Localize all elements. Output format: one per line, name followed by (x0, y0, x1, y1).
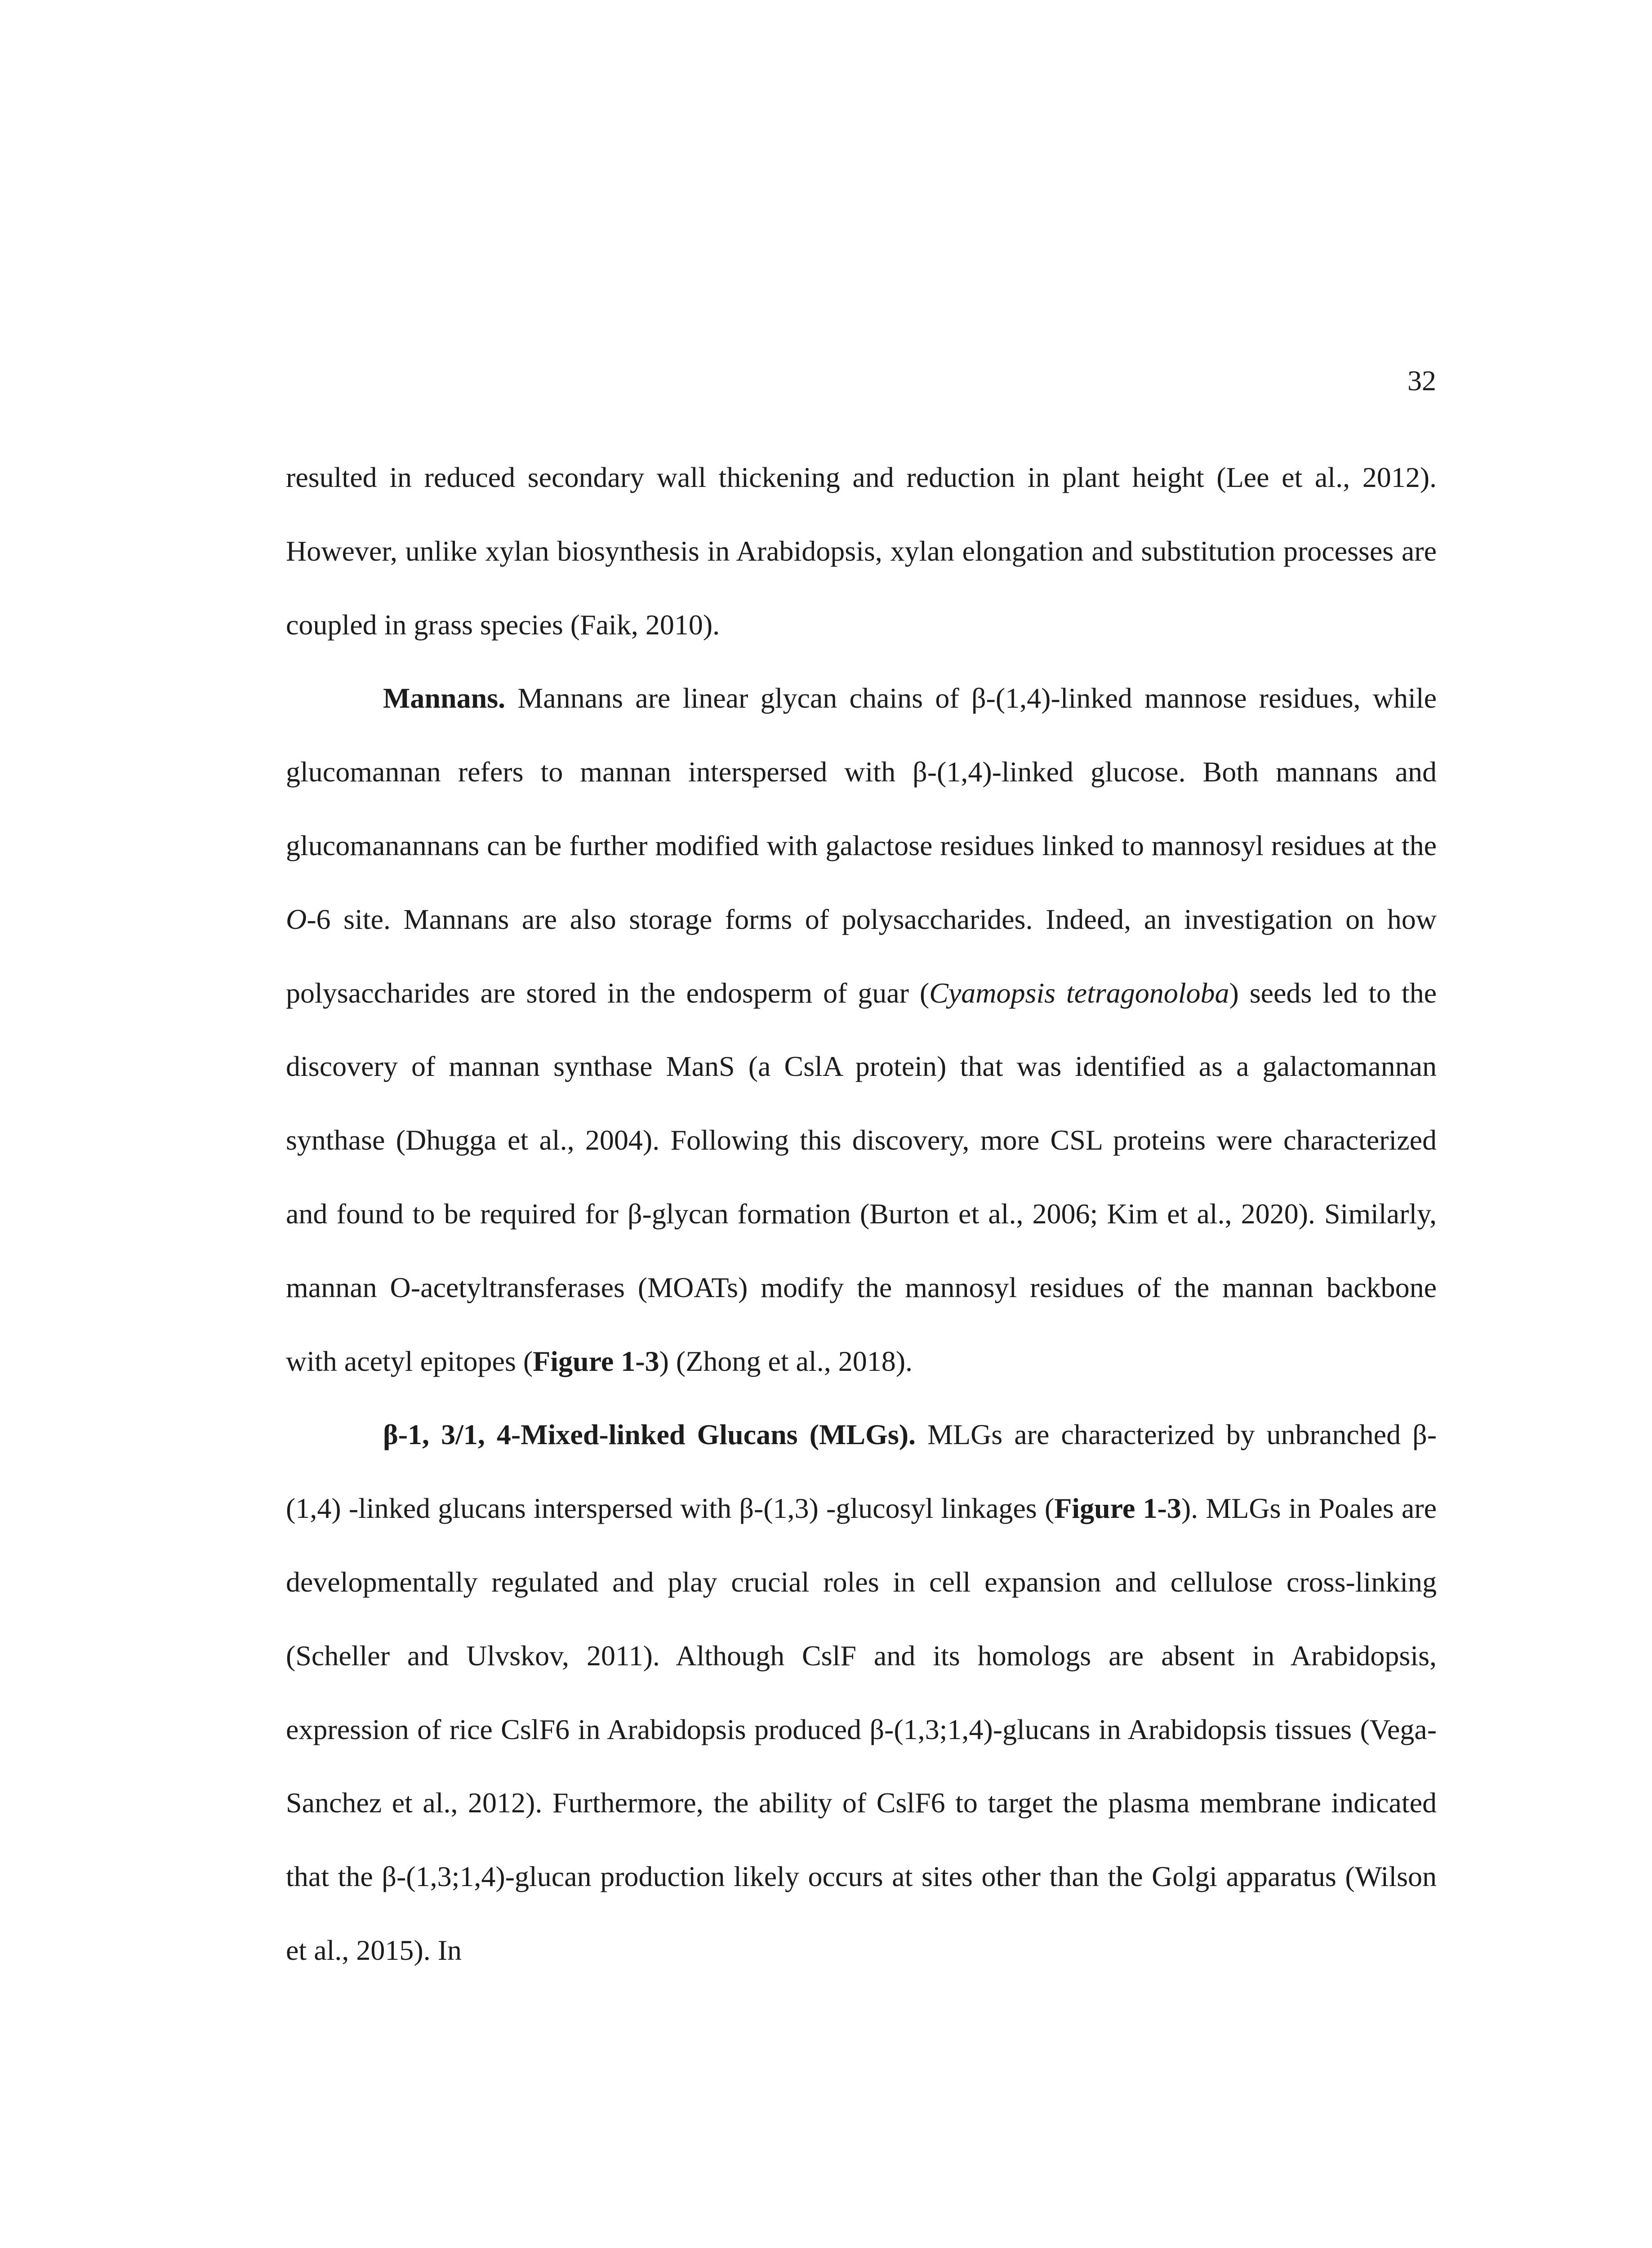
section-heading-mlgs: β-1, 3/1, 4-Mixed-linked Glucans (MLGs). (383, 1418, 916, 1451)
figure-reference: Figure 1-3 (1054, 1492, 1181, 1525)
text-run: ). MLGs in Poales are developmentally regulated and play crucial roles in cell expansion and cellulose cross-linking (Scheller and Ulvskov, 2011). Although CslF and its homologs are absent in Arabidopsis, expression of rice CslF6 in Arabidopsis produced β-(1,3;1,4)-glucans in Arabidopsis tissues (Vega-Sanchez et al., 2012). Furthermore, the ability of CslF6 to target the plasma membrane indicated that the β-(1,3;1,4)-glucan production likely occurs at sites other than the Golgi apparatus (Wilson et al., 2015). In (286, 1492, 1437, 1966)
text-run: MLGs are characterized by unbranched β-(1,4) -linked glucans interspersed with β-(1,3) -glucosyl linkages ( (286, 1418, 1437, 1525)
page-number: 32 (1407, 365, 1436, 397)
italic-term: O (286, 903, 307, 935)
section-heading-mannans: Mannans. (383, 682, 506, 714)
body-text (286, 441, 1437, 1987)
paragraph (286, 441, 1437, 661)
text-run: ) seeds led to the discovery of mannan synthase ManS (a CslA protein) that was identified as a galactomannan synthase (Dhugga et al., 2004). Following this discovery, more CSL proteins were characterized and found to be required for β-glycan formation (Burton et al., 2006; Kim et al., 2020). Similarly, mannan O-acetyltransferases (MOATs) modify the mannosyl residues of the mannan backbone with acetyl epitopes ( (286, 977, 1437, 1377)
text-run: Mannans are linear glycan chains of β-(1,4)-linked mannose residues, while glucomannan refers to mannan interspersed with β-(1,4)-linked glucose. Both mannans and glucomanannans can be further modified with galactose residues linked to mannosyl residues at the (286, 682, 1437, 861)
figure-reference: Figure 1-3 (533, 1345, 659, 1377)
text-run: ) (Zhong et al., 2018). (659, 1345, 913, 1377)
text-run: resulted in reduced secondary wall thickening and reduction in plant height (Lee et al., 2012). However, unlike xylan biosynthesis in Arabidopsis, xylan elongation and substitution processes are coupled in grass species (Faik, 2010). (286, 461, 1437, 641)
text-run: -6 site. Mannans are also storage forms of polysaccharides. Indeed, an investigation on how polysaccharides are stored in the endosperm of guar ( (286, 903, 1437, 1009)
paragraph-mannans (286, 661, 1437, 1398)
paragraph-mlgs (286, 1398, 1437, 1987)
species-name: Cyamopsis tetragonoloba (929, 977, 1229, 1009)
